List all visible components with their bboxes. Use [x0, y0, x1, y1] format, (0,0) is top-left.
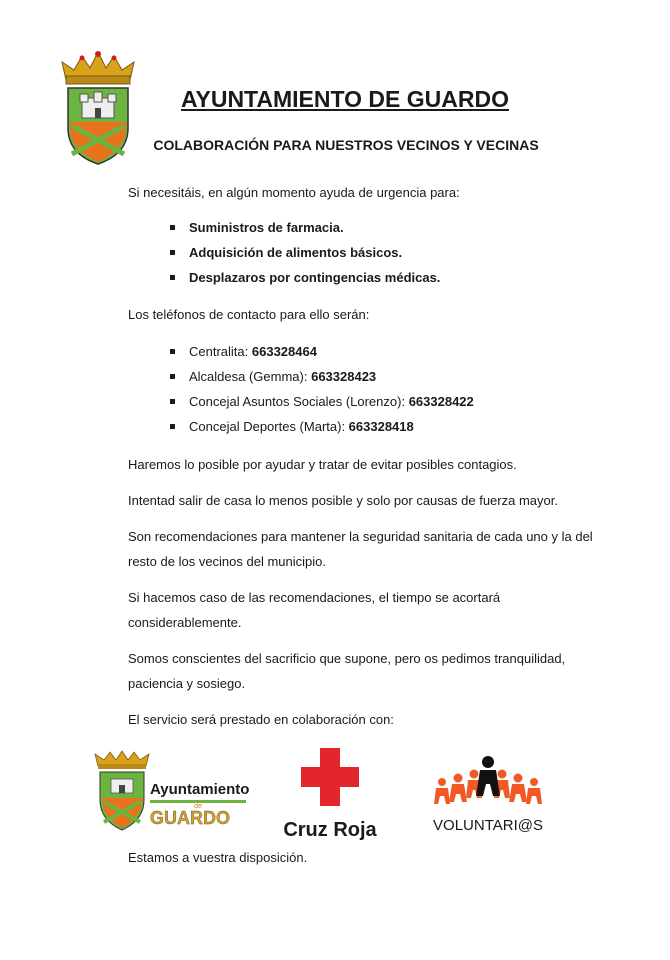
cruz-roja-logo: [280, 746, 390, 842]
contact-label: Centralita:: [189, 344, 252, 359]
ayto-logo-line1: Ayuntamiento: [150, 781, 250, 798]
ayto-logo-line3: GUARDO: [150, 808, 230, 828]
contact-label: Alcaldesa (Gemma):: [189, 369, 312, 384]
list-item: Adquisición de alimentos básicos.: [128, 240, 598, 265]
list-item: Suministros de farmacia.: [128, 215, 598, 240]
contacts-list: [128, 339, 598, 439]
contact-item: [128, 414, 598, 439]
contact-phone[interactable]: 663328422: [408, 394, 474, 409]
contacts-intro: Los teléfonos de contacto para ello serán:: [128, 307, 370, 322]
contact-phone[interactable]: 663328464: [251, 344, 317, 359]
ayuntamiento-logo: [92, 750, 252, 836]
contact-phone[interactable]: 663328423: [311, 369, 377, 384]
contact-item: [128, 339, 598, 364]
paragraph: Si hacemos caso de las recomendaciones, el tiempo se acortará considerablemente.: [128, 590, 501, 630]
contact-label: Concejal Deportes (Marta):: [189, 419, 349, 434]
cruz-roja-text: Cruz Roja: [283, 819, 377, 841]
contact-item: [128, 389, 598, 414]
page-title: AYUNTAMIENTO DE GUARDO: [181, 86, 509, 112]
paragraph: Son recomendaciones para mantener la seguridad sanitaria de cada uno y la del resto de los vecinos del municipio.: [128, 529, 593, 569]
paragraph: Intentad salir de casa lo menos posible y solo por causas de fuerza mayor.: [128, 493, 558, 508]
closing-text: Estamos a vuestra disposición.: [128, 850, 308, 865]
body-content: [128, 180, 598, 732]
paragraph: Somos conscientes del sacrificio que supone, pero os pedimos tranquilidad, paciencia y sosiego.: [128, 651, 566, 691]
intro-text: Si necesitáis, en algún momento ayuda de urgencia para:: [128, 185, 460, 200]
page-subtitle: COLABORACIÓN PARA NUESTROS VECINOS Y VECINAS: [153, 137, 539, 153]
contact-item: [128, 364, 598, 389]
paragraph: Haremos lo posible por ayudar y tratar de evitar posibles contagios.: [128, 457, 517, 472]
contact-phone[interactable]: 663328418: [348, 419, 414, 434]
ayto-logo-line2: de: [194, 803, 202, 810]
list-item: Desplazaros por contingencias médicas.: [128, 265, 598, 290]
voluntarios-logo: [426, 752, 551, 838]
voluntarios-text: VOLUNTARI@S: [433, 817, 543, 834]
contact-label: Concejal Asuntos Sociales (Lorenzo):: [189, 394, 409, 409]
paragraph: El servicio será prestado en colaboración con:: [128, 712, 394, 727]
needs-list: [128, 215, 598, 290]
partner-logos: [0, 742, 670, 842]
